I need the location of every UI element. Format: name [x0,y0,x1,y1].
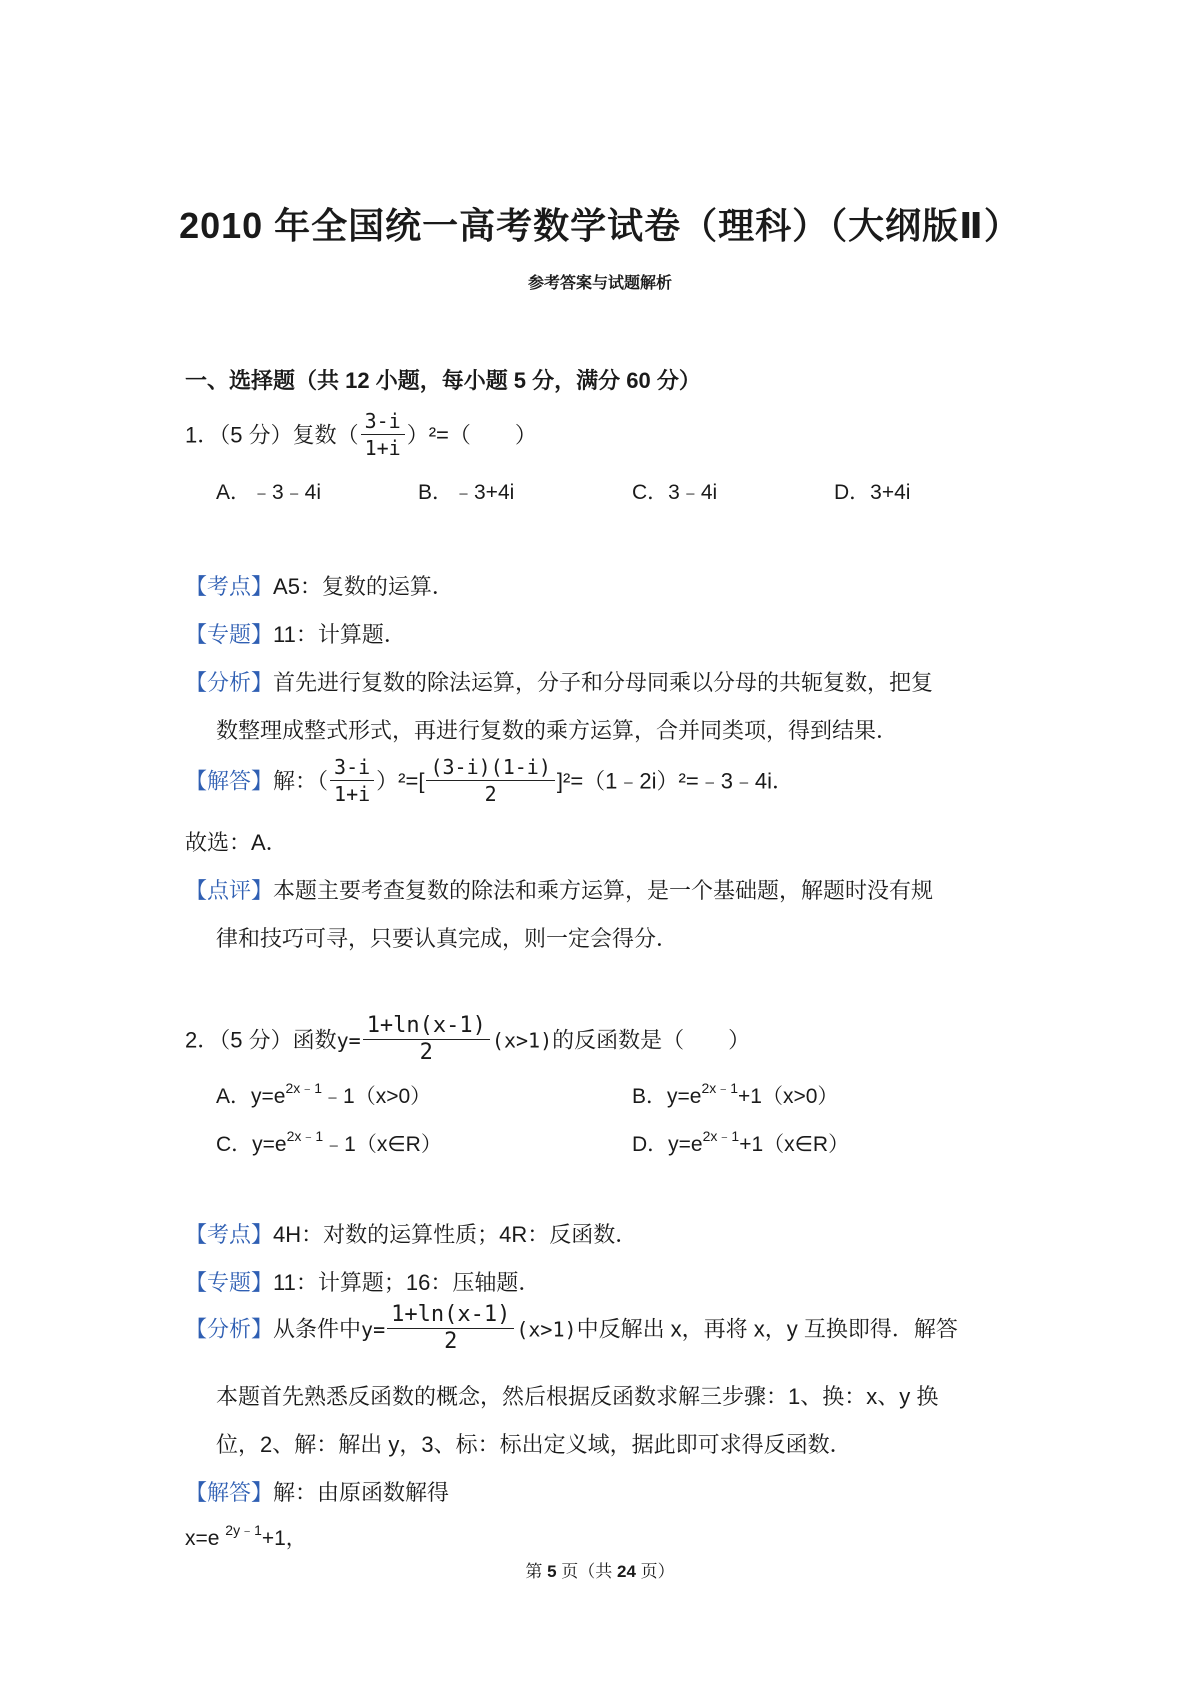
q2-stem [185,1015,750,1068]
q1-fenxi-text: 首先进行复数的除法运算，分子和分母同乘以分母的共轭复数，把复 [273,670,934,695]
q2-fenxi-y-eq: y= [361,1317,386,1342]
q2-fenxi-pre: 从条件中 [273,1316,362,1342]
q2-fenxi-post: 中反解出 x，再将 x，y 互换即得．解答 [576,1316,958,1342]
q1-dianping-tag: 【点评】 [185,878,274,903]
q2-fenxi-fraction [387,1302,514,1355]
page-title: 2010 年全国统一高考数学试卷（理科）（大纲版Ⅱ） [179,205,1021,246]
q2-fenxi-condition: (x>1) [516,1317,577,1342]
q2-jieda-text: 解：由原函数解得 [273,1480,450,1505]
q1-stem-suffix: ）²=（ ） [406,422,537,448]
q1-zhuanti-text: 11：计算题． [273,622,406,647]
q2-fenxi [185,1304,958,1357]
q1-fenxi-tag: 【分析】 [185,670,274,695]
q2-kaodian-text: 4H：对数的运算性质；4R：反函数． [273,1222,638,1247]
q1-kaodian-tag: 【考点】 [185,574,274,599]
q1-kaodian [185,570,454,601]
q1-stem-prefix: 1．（5 分）复数（ [185,422,359,448]
q1-fenxi-cont: 数整理成整式形式，再进行复数的乘方运算，合并同类项，得到结果． [216,718,899,743]
q1-frac-num: 3-i [361,408,405,435]
page-number: 5 [547,1562,557,1581]
q1-zhuanti [185,618,406,649]
q2-frac-den: 2 [419,1040,433,1065]
q2-option-c: C．$y=e^{2x﹣1}﹣1(x\in R)$ [216,1128,442,1156]
q2-zhuanti [185,1266,540,1297]
q1-option-d: D．3+4i [834,481,911,504]
q2-zhuanti-tag: 【专题】 [185,1270,274,1295]
q1-frac-den: 1+i [364,436,401,460]
q2-fenxi-cont-1: 本题首先熟悉反函数的概念，然后根据反函数求解三步骤：1、换：x、y 换 [216,1384,939,1409]
q2-fraction [363,1013,490,1066]
q2-option-a: A．$y=e^{2x﹣1}﹣1(x>0)$ [216,1080,432,1108]
q2-y-eq: y= [336,1028,361,1053]
q2-kaodian-tag: 【考点】 [185,1222,274,1247]
q2-zhuanti-text: 11：计算题；16：压轴题． [273,1270,541,1295]
q2-fenxi-tag: 【分析】 [185,1316,274,1342]
q2-jieda-tag: 【解答】 [185,1480,274,1505]
q1-answer: 故选：A． [185,830,288,855]
page-subtitle: 参考答案与试题解析 [527,275,672,292]
q1-stem [185,410,537,463]
q1-fenxi [185,666,933,697]
q2-option-d: D．$y=e^{2x﹣1}+1(x\in R)$ [632,1128,850,1156]
q1-option-b: B．﹣3+4i [418,481,515,504]
q1-jieda-frac1-den: 1+i [334,782,371,806]
q1-option-a: A．﹣3﹣4i [216,481,322,504]
q1-jieda-tag: 【解答】 [185,768,274,794]
q2-condition: (x>1) [491,1028,553,1053]
q1-jieda-frac2 [426,754,554,807]
q1-jieda [185,756,794,809]
q2-result: x=e $^{2y﹣1}$+1， [185,1522,307,1550]
q1-option-c: C．3﹣4i [632,481,718,504]
page-total: 24 [617,1562,636,1581]
q1-zhuanti-tag: 【专题】 [185,622,274,647]
q2-stem-prefix: 2．（5 分）函数 [185,1027,337,1053]
q1-jieda-frac2-den: 2 [484,782,497,806]
q2-fenxi-frac-den: 2 [444,1329,458,1354]
q2-fenxi-frac-num: 1+ln(x-1) [387,1302,514,1329]
q2-frac-num: 1+ln(x-1) [363,1013,490,1040]
section-heading: 一、选择题（共 12 小题，每小题 5 分，满分 60 分） [185,368,701,393]
q2-jieda [185,1476,449,1507]
q2-option-b: B．$y=e^{2x﹣1}+1(x>0)$ [632,1080,839,1108]
q2-kaodian [185,1218,637,1249]
q1-jieda-frac2-num: (3-i)(1-i) [426,754,554,781]
q1-jieda-suffix: ]²=（1﹣2i）²=﹣3﹣4i． [556,768,795,794]
page-footer: 第 5 页（共 24 页） [525,1562,675,1581]
q2-stem-suffix: 的反函数是（ ） [552,1027,751,1053]
q1-jieda-mid: ）²=[ [376,768,425,794]
q1-jieda-frac1-num: 3-i [330,754,374,781]
q1-jieda-frac1 [330,754,374,807]
q1-jieda-prefix: 解：（ [273,768,329,794]
q1-kaodian-text: A5：复数的运算． [273,574,454,599]
q1-dianping-cont: 律和技巧可寻，只要认真完成，则一定会得分． [216,926,679,951]
q2-fenxi-cont-2: 位，2、解：解出 y，3、标：标出定义域，据此即可求得反函数． [216,1432,852,1457]
q1-fraction [361,408,405,461]
q1-dianping [185,874,933,905]
q1-dianping-text: 本题主要考查复数的除法和乘方运算，是一个基础题，解题时没有规 [273,878,934,903]
